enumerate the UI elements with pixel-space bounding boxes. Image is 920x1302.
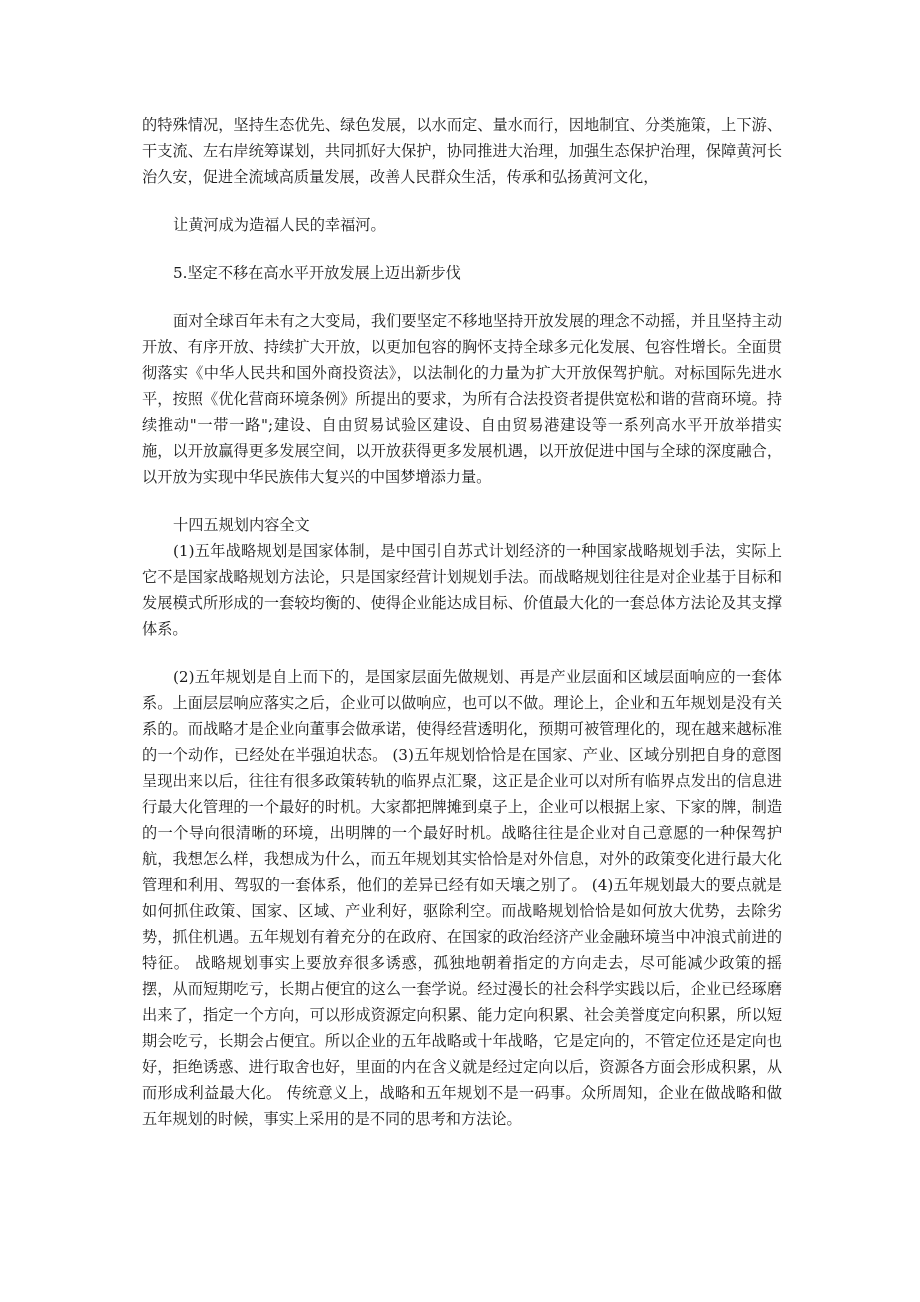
paragraph-happy-river: 让黄河成为造福人民的幸福河。 (173, 216, 386, 234)
section-heading-14th-plan: 十四五规划内容全文 (173, 516, 310, 534)
paragraph-yellow-river-protection: 的特殊情况，坚持生态优先、绿色发展，以水而定、量水而行，因地制宜、分类施策，上下游、干支流、左右岸统筹谋划，共同抓好大保护，协同推进大治理，加强生态保护治理，保障黄河长治久安，促进全流域高质量发展，改善人民群众生活，传承和弘扬黄河文化， (142, 116, 782, 186)
paragraph-plan-points-2-4: (2)五年规划是自上而下的，是国家层面先做规划、再是产业层面和区域层面响应的一套体系。上面层层响应落实之后，企业可以做响应，也可以不做。理论上，企业和五年规划是没有关系的。而战略才是企业向董事会做承诺，使得经营透明化，预期可被管理化的，现在越来越标准的一个动作，已经处在半强迫状态。 (3)五年规划恰恰是在国家、产业、区域分别把自身的意图呈现出来以后，往往有很多政策转轨的临界点汇聚，这正是企业可以对所有临界点发出的信息进行最大化管理的一个最好的时机。大家都把牌摊到桌子上，企业可以根据上家、下家的牌，制造的一个导向很清晰的环境，出明牌的一个最好时机。战略往往是企业对自己意愿的一种保驾护航，我想怎么样，我想成为什么，而五年规划其实恰恰是对外信息，对外的政策变化进行最大化管理和利用、驾驭的一套体系，他们的差异已经有如天壤之别了。 (4)五年规划最大的要点就是如何抓住政策、国家、区域、产业利好，驱除利空。而战略规划恰恰是如何放大优势，去除劣势，抓住机遇。五年规划有着充分的在政府、在国家的政治经济产业金融环境当中冲浪式前进的特征。 战略规划事实上要放弃很多诱惑，孤独地朝着指定的方向走去，尽可能减少政策的摇摆，从而短期吃亏，长期占便宜的这么一套学说。经过漫长的社会科学实践以后，企业已经琢磨出来了，指定一个方向，可以形成资源定向积累、能力定向积累、社会美誉度定向积累，所以短期会吃亏，长期会占便宜。所以企业的五年战略或十年战略，它是定向的，不管定位还是定向也好，拒绝诱惑、进行取舍也好，里面的内在含义就是经过定向以后，资源各方面会形成积累，从而形成利益最大化。 传统意义上，战略和五年规划不是一码事。众所周知，企业在做战略和做五年规划的时候，事实上采用的是不同的思考和方法论。 (142, 668, 782, 1128)
paragraph-plan-point-1: (1)五年战略规划是国家体制，是中国引自苏式计划经济的一种国家战略规划手法，实际上它不是国家战略规划方法论，只是国家经营计划规划手法。而战略规划往往是对企业基于目标和发展模式所形成的一套较均衡的、使得企业能达成目标、价值最大化的一套总体方法论及其支撑体系。 (142, 542, 782, 638)
paragraph-open-development: 面对全球百年未有之大变局，我们要坚定不移地坚持开放发展的理念不动摇，并且坚持主动开放、有序开放、持续扩大开放，以更加包容的胸怀支持全球多元化发展、包容性增长。全面贯彻落实《中华人民共和国外商投资法》，以法制化的力量为扩大开放保驾护航。对标国际先进水平，按照《优化营商环境条例》所提出的要求，为所有合法投资者提供宽松和谐的营商环境。持续推动"一带一路";建设、自由贸易试验区建设、自由贸易港建设等一系列高水平开放举措实施，以开放赢得更多发展空间，以开放获得更多发展机遇，以开放促进中国与全球的深度融合，以开放为实现中华民族伟大复兴的中国梦增添力量。 (142, 312, 782, 486)
document-page (142, 112, 782, 1132)
section-heading-open-development: 5.坚定不移在高水平开放发展上迈出新步伐 (173, 264, 461, 282)
